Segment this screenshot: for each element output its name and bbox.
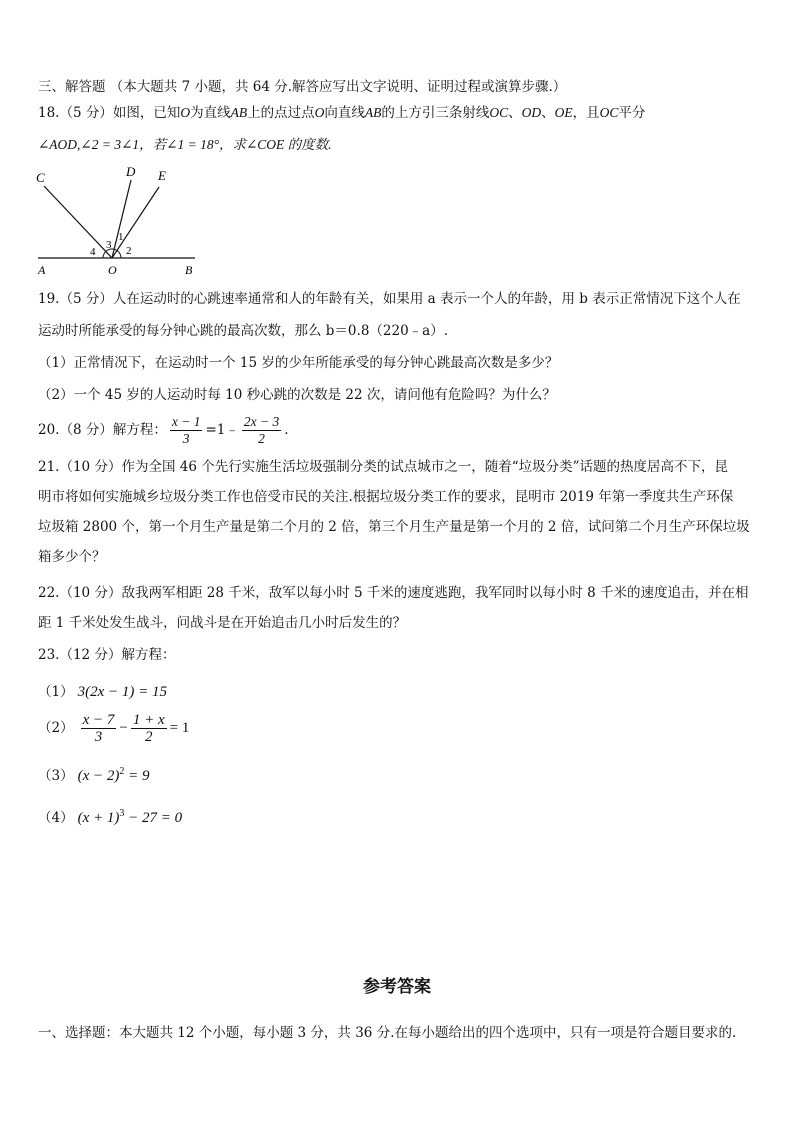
q21-line2: 明市将如何实施城乡垃圾分类工作也倍受市民的关注.根据垃圾分类工作的要求，昆明市 2019 年第一季度共生产环保 — [38, 489, 734, 505]
q18-sep: 、 — [541, 105, 555, 121]
minus-sign: − — [119, 720, 128, 736]
q19-line2: 运动时所能承受的每分钟心跳的最高次数，那么 b＝0.8（220﹣a）. — [38, 323, 449, 339]
equation-label: （1） — [38, 684, 74, 700]
q18-text: ，且 — [572, 105, 600, 121]
q20-end: . — [284, 422, 289, 438]
q18-text: 为直线 — [190, 105, 231, 121]
q20-fraction-2 — [242, 414, 281, 447]
q18-text: 向直线 — [324, 105, 365, 121]
q18-sep: 、 — [508, 105, 522, 121]
q18-point-o: O — [180, 105, 191, 120]
label-d: D — [126, 164, 136, 179]
equation-label: （2） — [38, 720, 74, 736]
q23-equation-2 — [38, 710, 189, 746]
q18-point-o: O — [314, 105, 325, 120]
equation-label: （3） — [38, 768, 74, 784]
label-b: B — [185, 263, 193, 277]
q18-text: 平分 — [618, 105, 646, 121]
q21-line4: 箱多少个？ — [38, 549, 106, 565]
equation-rhs: = 1 — [169, 720, 190, 736]
q18-text: 上的点过点 — [247, 105, 315, 121]
angle-figure — [30, 160, 210, 280]
fraction-denominator: 3 — [94, 729, 103, 746]
q23-equation-4 — [38, 806, 182, 827]
q22-line2: 距 1 千米处发生战斗，问战斗是在开始追击几小时后发生的？ — [38, 615, 407, 631]
fraction-numerator: x − 7 — [82, 712, 115, 729]
q21-line1: 21.（10 分）作为全国 46 个先行实施生活垃圾强制分类的试点城市之一，随着“垃圾分类”话题的热度居高不下，昆 — [38, 459, 729, 475]
equation-label: （4） — [38, 810, 74, 826]
equation-base: (x − 2) — [77, 768, 120, 784]
equation-rhs: = 9 — [124, 768, 150, 784]
q18-ray-oc: OC — [599, 105, 619, 120]
q18-prefix: 18.（5 分）如图，已知 — [38, 105, 181, 121]
label-o: O — [108, 263, 117, 277]
answers-title: 参考答案 — [363, 977, 431, 997]
q18-text: 的上方引三条射线 — [381, 105, 490, 121]
q19-sub1: （1）正常情况下，在运动时一个 15 岁的少年所能承受的每分钟心跳最高次数是多少？ — [38, 355, 559, 371]
q20-prefix: 20.（8 分）解方程： — [38, 422, 167, 438]
fraction-denominator: 3 — [182, 431, 190, 446]
q18-line-ab: AB — [230, 105, 248, 120]
fraction-denominator: 2 — [258, 431, 265, 446]
label-c: C — [36, 170, 45, 185]
fraction-denominator: 2 — [144, 729, 153, 746]
angle-label-4: 4 — [90, 246, 96, 258]
q20-line — [38, 412, 764, 448]
fraction-numerator: 2x − 3 — [243, 414, 280, 429]
q18-ray-oc: OC — [489, 105, 509, 120]
angle-label-1: 1 — [118, 231, 124, 243]
angle-label-3: 3 — [106, 239, 112, 251]
q20-fraction-1 — [170, 414, 203, 447]
equation-body: 3(2x − 1) = 15 — [77, 684, 167, 700]
fraction-numerator: x − 1 — [171, 414, 201, 429]
equation-rhs: − 27 = 0 — [124, 810, 183, 826]
q23-header: 23.（12 分）解方程： — [38, 647, 176, 663]
equation-fraction-1 — [81, 712, 117, 745]
q22-line1: 22.（10 分）敌我两军相距 28 千米，敌军以每小时 5 千米的速度逃跑，我军同时以每小时 8 千米的速度追击，并在相 — [38, 585, 749, 601]
q18-line2: ∠AOD,∠2 = 3∠1，若∠1 = 18°，求∠COE 的度数. — [38, 137, 332, 152]
equation-base: (x + 1) — [77, 810, 120, 826]
equation-exponent: 2 — [119, 766, 125, 777]
equation-fraction-2 — [131, 712, 167, 745]
q21-line3: 垃圾箱 2800 个，第一个月生产量是第二个月的 2 倍，第三个月生产量是第一个月的 2 倍，试问第二个月生产环保垃圾 — [38, 519, 750, 535]
equation-exponent: 3 — [119, 808, 125, 819]
ray-oe — [112, 187, 159, 258]
q19-sub2: （2）一个 45 岁的人运动时每 10 秒心跳的次数是 22 次，请问他有危险吗？为什么？ — [38, 387, 556, 403]
q20-mid: =1﹣ — [205, 422, 239, 438]
q18-line1 — [38, 104, 764, 122]
q18-ray-od: OD — [521, 105, 542, 120]
q18-ray-oe: OE — [554, 105, 573, 120]
label-a: A — [38, 263, 46, 277]
answers-section1: 一、选择题：本大题共 12 个小题，每小题 3 分，共 36 分.在每小题给出的四个选项中，只有一项是符合题目要求的. — [38, 1025, 737, 1041]
ray-oc — [44, 186, 112, 258]
q23-equation-1 — [38, 680, 167, 701]
q19-line1: 19.（5 分）人在运动时的心跳速率通常和人的年龄有关，如果用 a 表示一个人的年龄，用 b 表示正常情况下这个人在 — [38, 291, 741, 307]
section3-header: 三、解答题 （本大题共 7 小题，共 64 分.解答应写出文字说明、证明过程或演算步骤.） — [38, 79, 567, 95]
angle-label-2: 2 — [126, 245, 132, 257]
q23-equation-3 — [38, 764, 150, 785]
label-e: E — [158, 168, 166, 183]
fraction-numerator: 1 + x — [132, 712, 165, 729]
q18-line-ab: AB — [364, 105, 382, 120]
